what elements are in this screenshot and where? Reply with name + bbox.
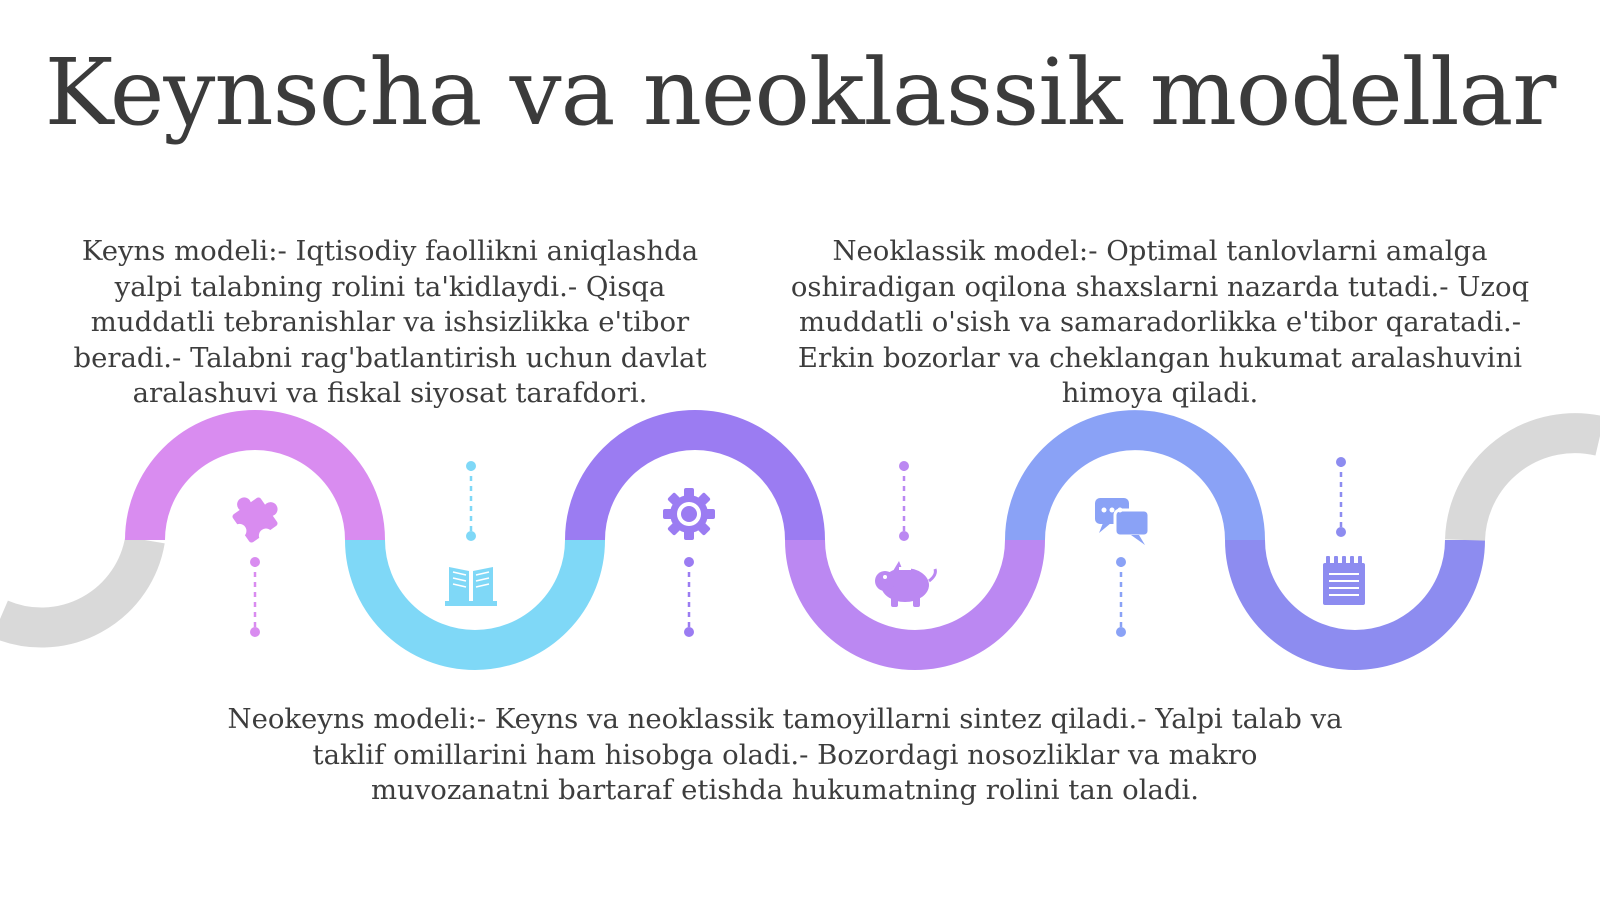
neoclassical-model-text: Neoklassik model:- Optimal tanlovlarni amalga oshiradigan oqilona shaxslarni nazarda tutadi.- Uzoq muddatli o'sish va samaradorlikka e'tibor qaratadi.- Erkin bozorlar va cheklangan hukumat aralashuvini himoya qiladi. [790, 235, 1530, 409]
notepad-icon [1323, 556, 1365, 605]
keyns-model-text: Keyns modeli:- Iqtisodiy faollikni aniqlashda yalpi talabning rolini ta'kidlaydi.- Qisqa muddatli tebranishlar va ishsizlikka e'tibor beradi.- Talabni rag'batlantirish uchun davlat aralashuvi va fiskal siyosat tarafdori. [73, 235, 707, 409]
slide-title: Keynscha va neoklassik modellar [44, 39, 1556, 146]
piggy-bank-icon [875, 561, 935, 607]
chat-icon [1095, 498, 1149, 545]
wave-segment-gray-left [0, 540, 145, 628]
gear-icon [663, 488, 715, 540]
puzzle-icon [219, 484, 291, 556]
wave-segment-gray-right [1465, 433, 1600, 540]
book-icon [445, 567, 497, 606]
neokeynesian-model-text: Neokeyns modeli:- Keyns va neoklassik tamoyillarni sintez qiladi.- Yalpi talab va taklif omillarini ham hisobga oladi.- Bozordagi nosozliklar va makro muvozanatni bartaraf etishda hukumatning rolini tan oladi. [227, 703, 1343, 806]
